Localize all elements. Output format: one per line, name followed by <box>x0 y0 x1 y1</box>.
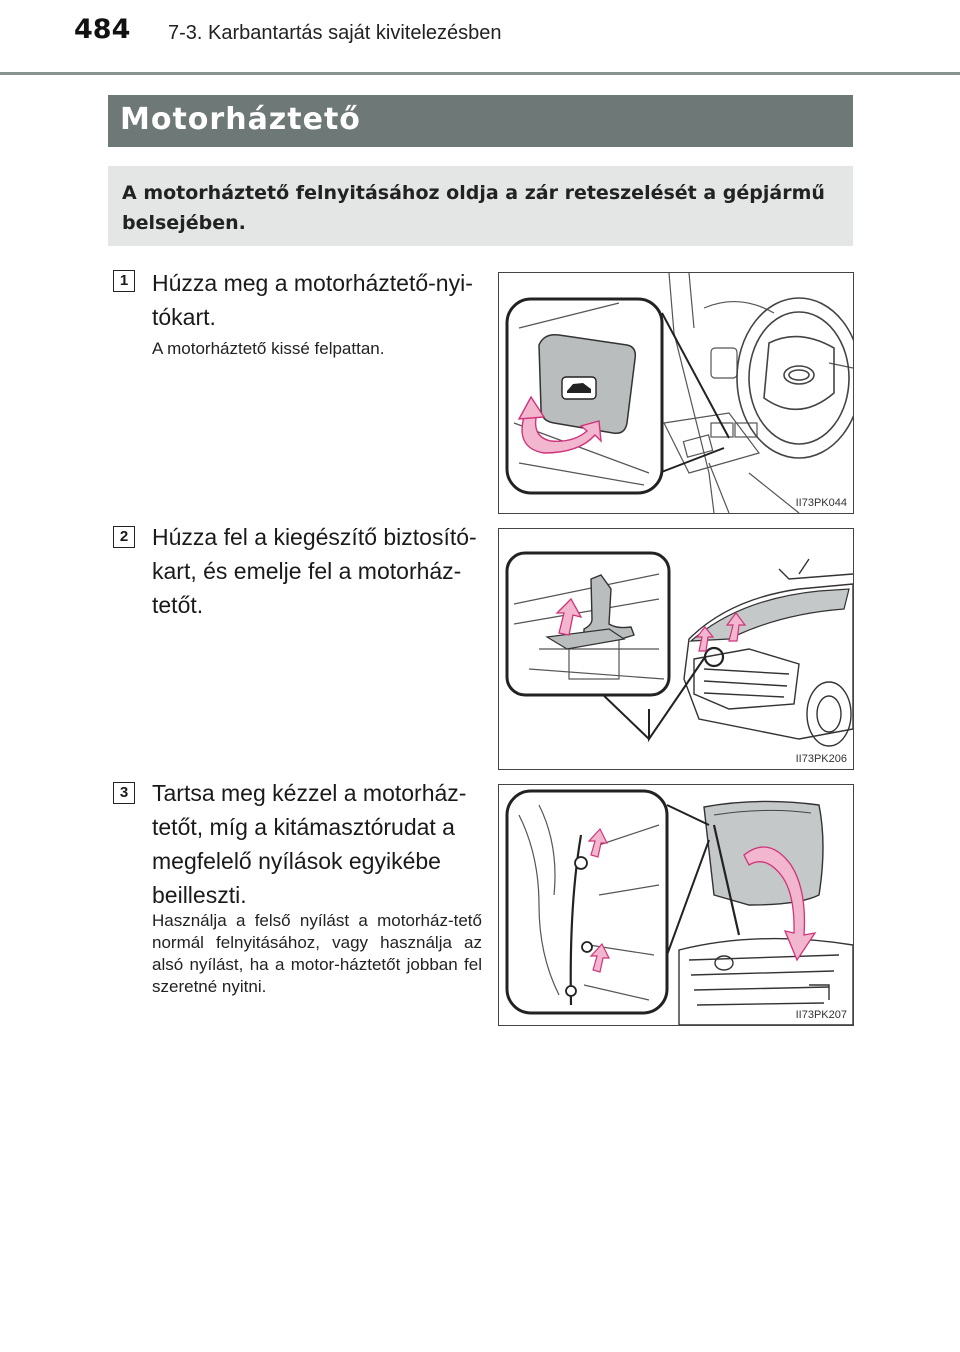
section-title-bar <box>108 95 853 147</box>
figure-code: II73PK207 <box>795 1009 847 1021</box>
page-header <box>0 0 960 80</box>
figure-hood-support-rod <box>498 784 854 1026</box>
step-instruction: Húzza fel a kiegészítő biztosító-kart, és emelje fel a motorház-tetőt. <box>152 524 477 618</box>
figure-hood-support-illustration <box>499 785 853 1025</box>
figure-code: II73PK206 <box>795 753 847 765</box>
header-divider <box>0 72 960 75</box>
page-number: 484 <box>74 14 131 45</box>
intro-text: A motorháztető felnyitásához oldja a zár reteszelését a gépjármű belsejében. <box>122 182 825 234</box>
figure-code: II73PK044 <box>795 497 847 509</box>
step-note: A motorháztető kissé felpattan. <box>152 339 385 358</box>
figure-secondary-latch <box>498 528 854 770</box>
step-instruction: Húzza meg a motorháztető-nyi-tókart. <box>152 270 473 330</box>
intro-box <box>108 166 853 246</box>
section-title: Motorháztető <box>120 102 361 137</box>
step-instruction: Tartsa meg kézzel a motorház-tetőt, míg a kitámasztórudat a megfelelő nyílások egyikébe beilleszti. <box>152 780 467 908</box>
chapter-title: 7-3. Karbantartás saját kivitelezésben <box>168 22 502 44</box>
step-number-badge: 2 <box>113 526 135 548</box>
figure-hood-release-illustration <box>499 273 853 513</box>
step-note: Használja a felső nyílást a motorház-tető normál felnyitásához, vagy használja az alsó nyílást, ha a motor-háztetőt jobban fel szeretné nyitni. <box>152 911 482 996</box>
figure-secondary-latch-illustration <box>499 529 853 769</box>
step-number-badge: 1 <box>113 270 135 292</box>
step-number-badge: 3 <box>113 782 135 804</box>
figure-hood-release-lever <box>498 272 854 514</box>
